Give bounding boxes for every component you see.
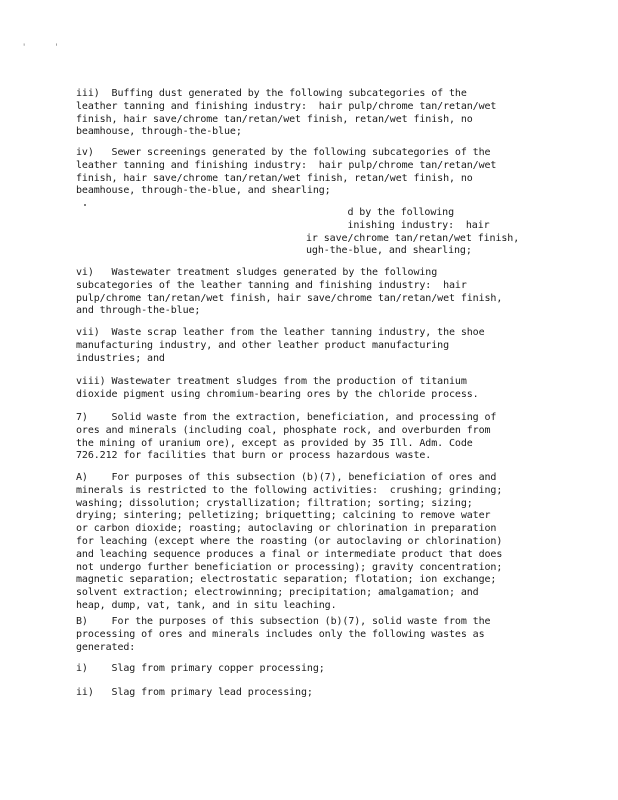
scan-dot: [84, 204, 86, 206]
paragraph-A: A) For purposes of this subsection (b)(7), beneficiation of ores and minerals is restricted to the following activities: crushing; grinding; washing; dissolution; crystallization; filtration; sorting; sizing; drying; sintering; pelletizing; briquetting; calcining to remove water or carbon dioxide; roasting; autoclaving or chlorination in preparation for leaching (except where the roasting (or autoclaving or chlorination) and leaching sequence produces a final or intermediate product that does not undergo further beneficiation or processing); gravity concentration; magnetic separation; electrostatic separation; flotation; ion exchange; solvent extraction; electrowinning; precipitation; amalgamation; and heap, dump, vat, tank, and in situ leaching.: [76, 472, 503, 611]
paragraph-viii: viii) Wastewater treatment sludges from the production of titanium dioxide pigment using chromium-bearing ores by the chloride process.: [76, 376, 479, 400]
paragraph-ii: ii) Slag from primary lead processing;: [76, 687, 313, 698]
paragraph-i: i) Slag from primary copper processing;: [76, 663, 325, 674]
paragraph-v-fragment: d by the following inishing industry: hair ir save/chrome tan/retan/wet finish, ugh-the-blue, and shearling;: [306, 207, 520, 257]
paragraph-iv: iv) Sewer screenings generated by the following subcategories of the leather tanning and finishing industry: hair pulp/chrome tan/retan/wet finish, hair save/chrome tan/retan/wet finish, retan/wet finish, no beamhouse, through-the-blue, and shearling;: [76, 147, 497, 197]
paragraph-vi: vi) Wastewater treatment sludges generated by the following subcategories of the leather tanning and finishing industry: hair pulp/chrome tan/retan/wet finish, hair save/chrome tan/retan/wet finish, and through-the-blue;: [76, 267, 503, 317]
scan-specks: ' ': [22, 44, 71, 52]
paragraph-iii: iii) Buffing dust generated by the following subcategories of the leather tanning and finishing industry: hair pulp/chrome tan/retan/wet finish, hair save/chrome tan/retan/wet finish, retan/wet finish, no beamhouse, through-the-blue;: [76, 88, 497, 138]
paragraph-vii: vii) Waste scrap leather from the leather tanning industry, the shoe manufacturing industry, and other leather product manufacturing industries; and: [76, 327, 485, 364]
paragraph-7: 7) Solid waste from the extraction, beneficiation, and processing of ores and minerals (including coal, phosphate rock, and overburden from the mining of uranium ore), except as provided by 35 Ill. Adm. Code 726.212 for facilities that burn or process hazardous waste.: [76, 412, 497, 462]
paragraph-B: B) For the purposes of this subsection (b)(7), solid waste from the processing of ores and minerals includes only the following wastes as generated:: [76, 616, 491, 653]
